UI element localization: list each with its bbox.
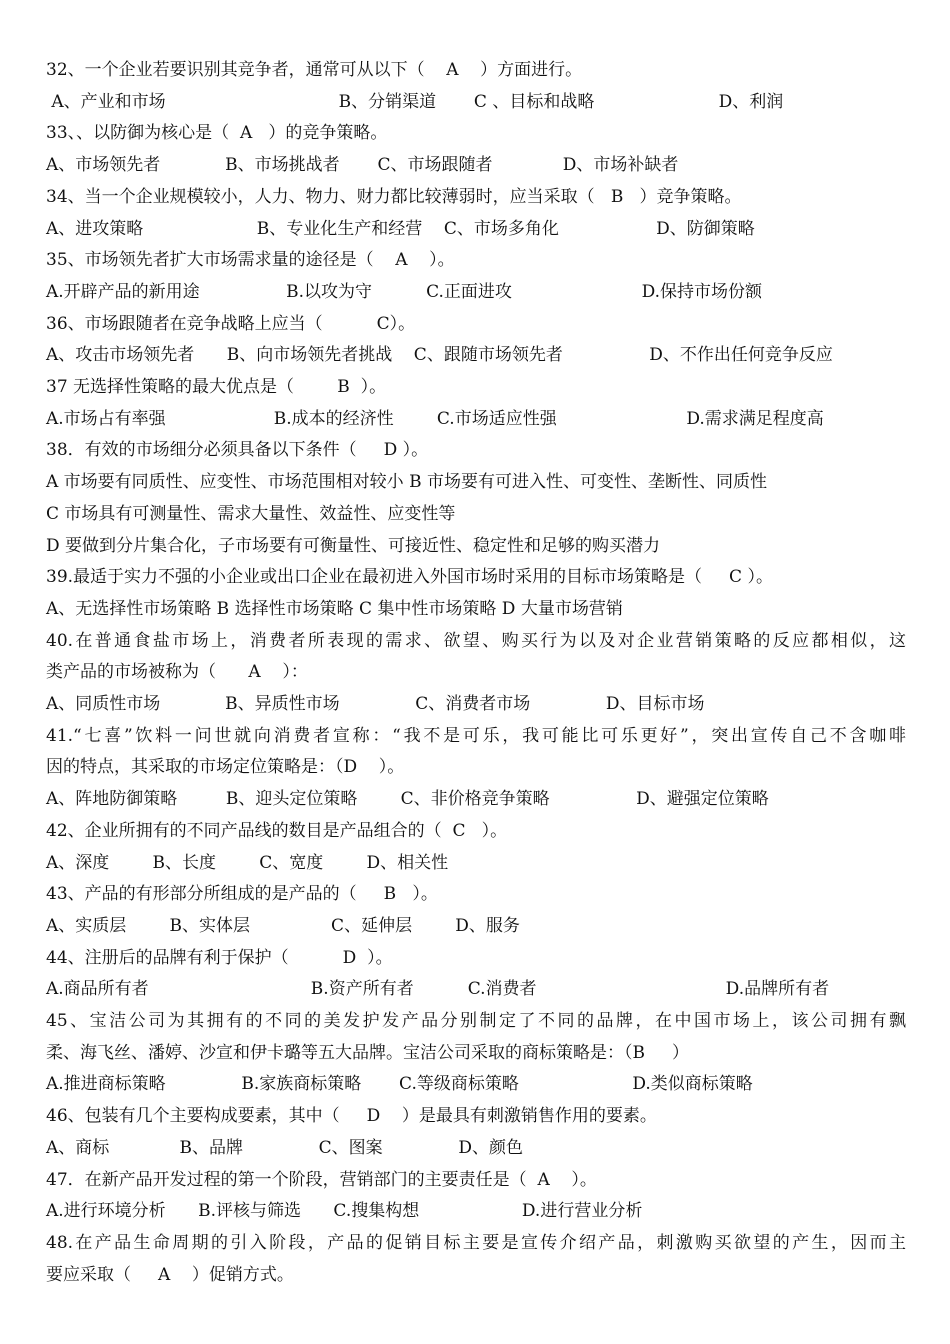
text-line: A、无选择性市场策略 B 选择性市场策略 C 集中性市场策略 D 大量市场营销 xyxy=(46,598,623,619)
text-line: A、商标 B、品牌 C、图案 D、颜色 xyxy=(46,1137,523,1158)
text-line: 柔、海飞丝、潘婷、沙宣和伊卡璐等五大品牌。宝洁公司采取的商标策略是：（B ） xyxy=(46,1042,690,1063)
text-line: A.商品所有者 B.资产所有者 C.消费者 D.品牌所有者 xyxy=(46,979,830,1000)
text-line: 37 无选择性策略的最大优点是（ B ）。 xyxy=(46,377,387,397)
text-line: A、市场领先者 B、市场挑战者 C、市场跟随者 D、市场补缺者 xyxy=(46,155,679,176)
text-line: 因的特点，其采取的市场定位策略是：（D ）。 xyxy=(46,757,405,778)
text-line: 39.最适于实力不强的小企业或出口企业在最初进入外国市场时采用的目标市场策略是（ C ）。 xyxy=(46,567,773,588)
text-line: 40.在普通食盐市场上，消费者所表现的需求、欲望、购买行为以及对企业营销策略的反应都相似，这 xyxy=(46,630,906,651)
text-line: A、阵地防御策略 B、迎头定位策略 C、非价格竞争策略 D、避强定位策略 xyxy=(46,789,769,810)
text-line: 46、包装有几个主要构成要素，其中（ D ）是最具有刺激销售作用的要素。 xyxy=(46,1106,657,1127)
text-line: A、同质性市场 B、异质性市场 C、消费者市场 D、目标市场 xyxy=(46,694,705,714)
text-line: C 市场具有可测量性、需求大量性、效益性、应变性等 xyxy=(46,503,456,524)
text-line: 45、宝洁公司为其拥有的不同的美发护发产品分别制定了不同的品牌，在中国市场上，该公司拥有飘 xyxy=(46,1011,906,1031)
text-line: 42、企业所拥有的不同产品线的数目是产品组合的（ C ）。 xyxy=(46,820,508,841)
text-line: 要应采取（ A ）促销方式。 xyxy=(46,1264,294,1285)
text-line: 44、注册后的品牌有利于保护（ D ）。 xyxy=(46,947,393,968)
text-line: A.推进商标策略 B.家族商标策略 C.等级商标策略 D.类似商标策略 xyxy=(46,1074,753,1095)
text-line: A.进行环境分析 B.评核与筛选 C.搜集构想 D.进行营业分析 xyxy=(46,1201,643,1222)
text-line: 33、、以防御为核心是（ A ）的竞争策略。 xyxy=(46,123,388,144)
text-line: 类产品的市场被称为（ A ）： xyxy=(46,662,308,683)
text-line: A.开辟产品的新用途 B.以攻为守 C.正面进攻 D.保持市场份额 xyxy=(46,281,762,302)
text-line: 32、一个企业若要识别其竞争者，通常可从以下（ A ）方面进行。 xyxy=(46,60,583,80)
text-line: A、攻击市场领先者 B、向市场领先者挑战 C、跟随市场领先者 D、不作出任何竞争反应 xyxy=(46,345,833,366)
text-line: 43、产品的有形部分所组成的是产品的（ B ）。 xyxy=(46,884,438,905)
text-line: 38．有效的市场细分必须具备以下条件（ D ）。 xyxy=(46,440,429,461)
text-line: 36、市场跟随者在竞争战略上应当（ C）。 xyxy=(46,313,416,334)
text-line: 41.“七喜”饮料一问世就向消费者宣称：“我不是可乐，我可能比可乐更好”，突出宣传自己不含咖啡 xyxy=(46,725,906,746)
text-line: 34、当一个企业规模较小，人力、物力、财力都比较薄弱时，应当采取（ B ）竞争策略。 xyxy=(46,186,742,207)
text-line: 48.在产品生命周期的引入阶段，产品的促销目标主要是宣传介绍产品，刺激购买欲望的产生，因而主 xyxy=(46,1232,906,1253)
text-line: 35、市场领先者扩大市场需求量的途径是（ A ）。 xyxy=(46,250,455,271)
text-line: A、实质层 B、实体层 C、延伸层 D、服务 xyxy=(46,915,520,936)
text-line: A、产业和市场 B、分销渠道 C 、目标和战略 D、利润 xyxy=(46,91,784,112)
text-line: A、深度 B、长度 C、宽度 D、相关性 xyxy=(46,852,449,873)
text-line: 47．在新产品开发过程的第一个阶段，营销部门的主要责任是（ A ）。 xyxy=(46,1169,597,1190)
text-line: A、进攻策略 B、专业化生产和经营 C、市场多角化 D、防御策略 xyxy=(46,218,755,239)
text-line: D 要做到分片集合化，子市场要有可衡量性、可接近性、稳定性和足够的购买潜力 xyxy=(46,535,661,556)
text-line: A 市场要有同质性、应变性、市场范围相对较小 B 市场要有可进入性、可变性、垄断性、同质性 xyxy=(46,472,767,493)
text-line: A.市场占有率强 B.成本的经济性 C.市场适应性强 D.需求满足程度高 xyxy=(46,408,824,429)
